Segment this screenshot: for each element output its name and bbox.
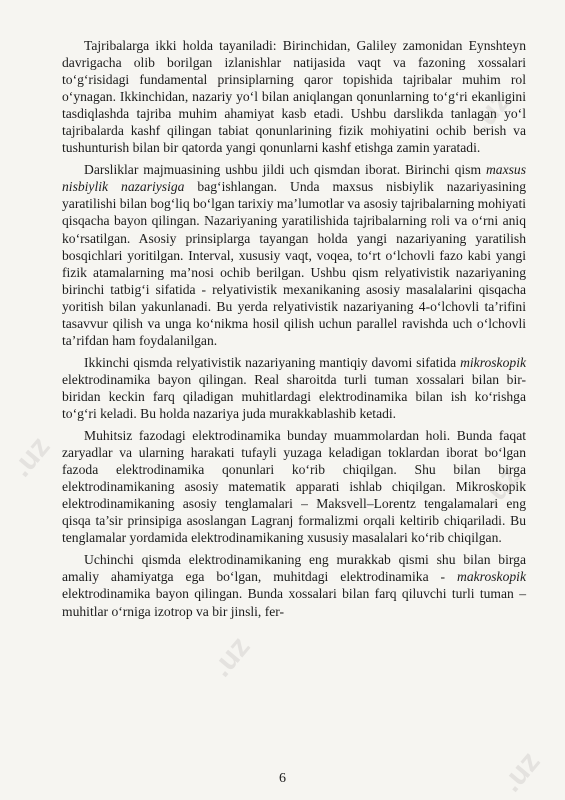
italic-term: makroskopik	[457, 569, 526, 585]
italic-term: maxsus nisbiylik nazariysiga	[62, 162, 526, 195]
page-number: 6	[279, 771, 286, 786]
text-run: Uchinchi qismda elektrodinamikaning eng murakkab qismi shu bilan birga amaliy ahamiyatga ega bo‘lgan, muhitdagi elektrodinamika -	[62, 552, 526, 585]
paragraph	[62, 427, 526, 546]
watermark: .uz	[464, 85, 517, 139]
text-run: Darsliklar majmuasining ushbu jildi uch qismdan iborat. Birinchi qism	[84, 162, 486, 178]
text-run: elektrodinamika bayon qilingan. Bunda xossalari bilan farq qiluvchi turli tuman – muhitlar o‘rniga izotrop va bir jinsli, fer-	[62, 586, 526, 619]
text-run: Muhitsiz fazodagi elektrodinamika bunday muammolardan holi. Bunda faqat zaryadlar va ularning harakati tufayli yuzaga keladigan toklardan iborat bo‘lgan fazoda elektrodinamika qonunlari ko‘rib chiqilgan. Shu bilan birga elektrodinamikaning asosiy matematik apparati ishlab chiqilgan. Mikroskopik elektrodinamikaning asosiy tenglamalari – Maksvell–Lorentz tengalamalari eng qisqa ta’sir prinsipiga asoslangan Lagranj formalizmi orqali keltirib chiqariladi. Bu tenglamalar yordamida elektrodinamikaning xususiy masalalari ko‘rib chiqilgan.	[62, 428, 526, 546]
text-run: Tajribalarga ikki holda tayaniladi: Birinchidan, Galiley zamonidan Eynshteyn davrigacha olib borilgan izlanishlar natijasida vaqt va fazoning xossalari to‘g‘risidagi fundamental prinsiplarning qaror topishida tajribalar muhim rol o‘ynagan. Ikkinchidan, nazariy yo‘l bilan aniqlangan qonunlarning to‘g‘ri ekanligini tasdiqlashda tajriba muhim ahamiyat kasb etadi. Ushbu darslikda tanlagan yo‘l tajribalarda kashf qilingan tabiat qonunlarining fizik mohiyatini ochib berish va tushunturish bilan bir qatorda yangi qonunlarni kashf etishga zamin yaratadi.	[62, 38, 526, 156]
watermark: .uz	[494, 745, 547, 799]
watermark: .uz	[204, 630, 257, 684]
text-run: bag‘ishlangan. Unda maxsus nisbiylik nazariyasining yaratilishi bilan bog‘liq bo‘lgan tarixiy ma’lumotlar va asosiy tajribalarning mohiyati qisqacha bayon qilingan. Nazariyaning yaratilishida tajribalarning roli va o‘rni aniq ko‘rsatilgan. Asosiy prinsiplarga tayangan holda yangi nazariyaning yaratilish bosqichlari yoritilgan. Interval, xususiy vaqt, voqea, to‘rt o‘lchovli fazo kabi yangi fizik atamalarning ma’nosi ochib berilgan. Ushbu qism relyativistik nazariyaning birinchi tatbig‘i sifatida - relyativistik mexanikaning asosiy masalalarini qisqacha yoritish bilan yakunlanadi. Bu yerda relyativistik nazariyaning 4-o‘lchovli ta’rifini tasavvur qilish va unga ko‘nikma hosil qilish uchun parallel ravishda uch o‘lchovli ta’rifdan ham foydalanilgan.	[62, 179, 526, 348]
text-run: Ikkinchi qismda relyativistik nazariyaning mantiqiy davomi sifatida	[84, 354, 461, 370]
watermark: .uz	[474, 460, 527, 514]
paragraph	[62, 551, 526, 619]
paragraph	[62, 161, 526, 349]
paragraph	[62, 37, 526, 156]
text-run: elektrodinamika bayon qilingan. Real sharoitda turli tuman xossalari bilan bir-biridan keckin farq qiladigan muhitlardagi elektrodinamika bilan ish ko‘rishga to‘g‘ri keladi. Bu holda nazariya juda murakkablashib ketadi.	[62, 371, 526, 421]
watermark: .uz	[4, 430, 57, 484]
italic-term: mikroskopik	[460, 354, 526, 370]
body-text	[62, 37, 526, 620]
paragraph	[62, 354, 526, 422]
